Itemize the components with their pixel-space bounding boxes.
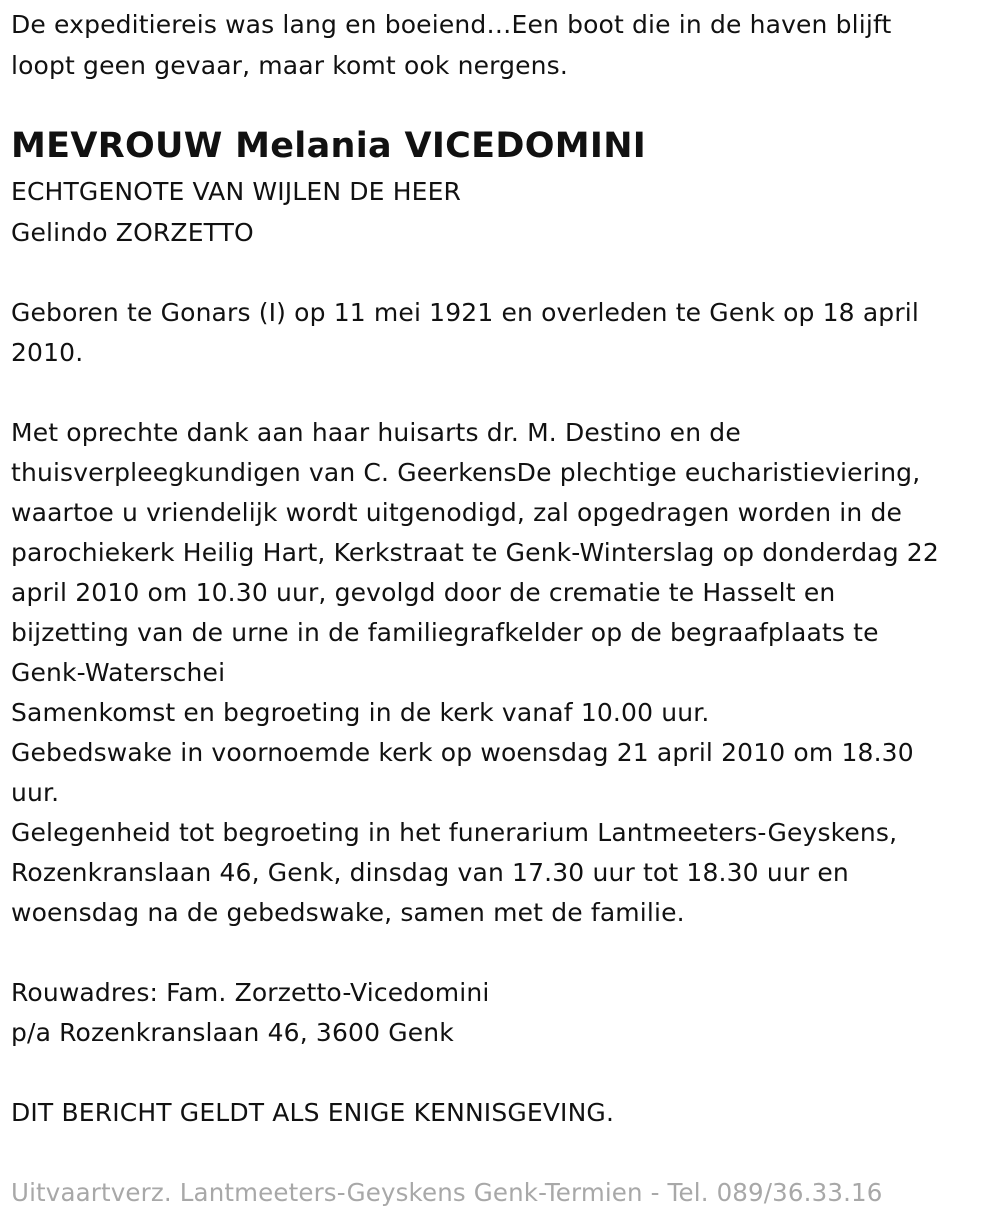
ceremony-line: parochiekerk Heilig Hart, Kerkstraat te Genk-Winterslag op donderdag 22 [11,538,939,567]
birth-death-line-1: Geboren te Gonars (I) op 11 mei 1921 en overleden te Genk op 18 april [11,298,919,327]
quote-line-2: loopt geen gevaar, maar komt ook nergens. [11,51,568,80]
ceremony-line: Gelegenheid tot begroeting in het funerarium Lantmeeters-Geyskens, [11,818,898,847]
spouse-line-1: ECHTGENOTE VAN WIJLEN DE HEER [11,177,462,206]
ceremony-line: uur. [11,778,60,807]
spouse-line-2: Gelindo ZORZETTO [11,218,254,247]
ceremony-line: woensdag na de gebedswake, samen met de familie. [11,898,685,927]
quote-line-1: De expeditiereis was lang en boeiend…Een boot die in de haven blijft [11,10,892,39]
notice-statement: DIT BERICHT GELDT ALS ENIGE KENNISGEVING. [11,1098,615,1127]
deceased-name: MEVROUW Melania VICEDOMINI [11,126,647,166]
ceremony-line: Met oprechte dank aan haar huisarts dr. M. Destino en de [11,418,741,447]
ceremony-line: Samenkomst en begroeting in de kerk vanaf 10.00 uur. [11,698,710,727]
funeral-home-footer: Uitvaartverz. Lantmeeters-Geyskens Genk-Termien - Tel. 089/36.33.16 [11,1178,883,1207]
ceremony-line: Gebedswake in voornoemde kerk op woensdag 21 april 2010 om 18.30 [11,738,914,767]
ceremony-line: bijzetting van de urne in de familiegrafkelder op de begraafplaats te [11,618,879,647]
ceremony-line: Rozenkranslaan 46, Genk, dinsdag van 17.30 uur tot 18.30 uur en [11,858,849,887]
ceremony-line: waartoe u vriendelijk wordt uitgenodigd, zal opgedragen worden in de [11,498,903,527]
mourning-address-line-2: p/a Rozenkranslaan 46, 3600 Genk [11,1018,454,1047]
birth-death-line-2: 2010. [11,338,84,367]
ceremony-line: Genk-Waterschei [11,658,226,687]
ceremony-line: april 2010 om 10.30 uur, gevolgd door de crematie te Hasselt en [11,578,836,607]
ceremony-line: thuisverpleegkundigen van C. GeerkensDe plechtige eucharistieviering, [11,458,921,487]
mourning-address-line-1: Rouwadres: Fam. Zorzetto-Vicedomini [11,978,490,1007]
